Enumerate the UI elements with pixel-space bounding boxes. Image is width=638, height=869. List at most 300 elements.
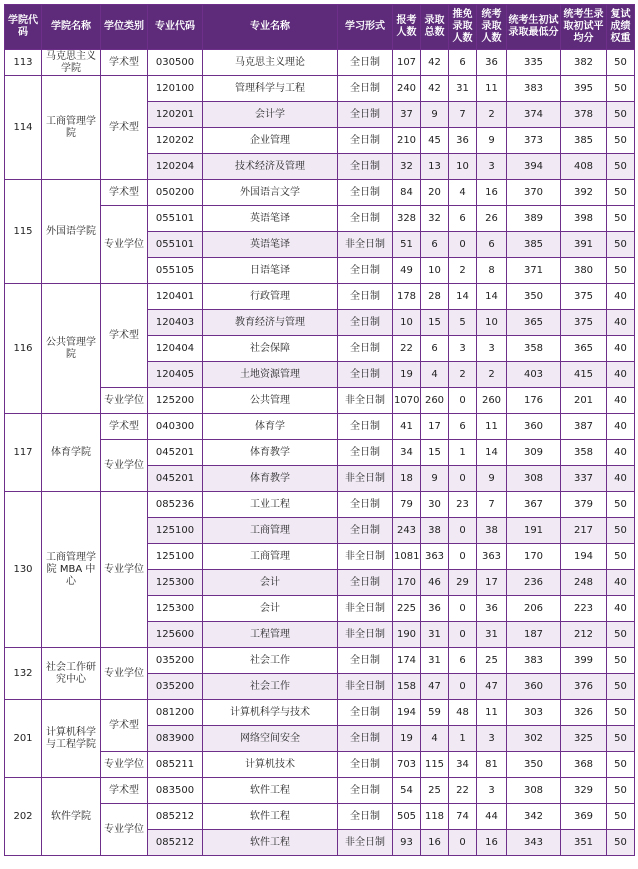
retest-weight: 40 [607, 596, 635, 622]
applicants-count: 240 [393, 76, 421, 102]
major-code: 040300 [148, 414, 203, 440]
major-name: 日语笔译 [203, 258, 338, 284]
exam-admitted: 260 [477, 388, 507, 414]
retest-weight: 40 [607, 336, 635, 362]
table-row [5, 50, 635, 76]
major-code: 055105 [148, 258, 203, 284]
major-code: 125300 [148, 570, 203, 596]
admitted-total: 28 [421, 284, 449, 310]
avg-score: 391 [561, 232, 607, 258]
avg-score: 194 [561, 544, 607, 570]
major-code: 120202 [148, 128, 203, 154]
header-cell: 学习形式 [338, 5, 393, 50]
retest-weight: 50 [607, 804, 635, 830]
exempt-admitted: 22 [449, 778, 477, 804]
exempt-admitted: 23 [449, 492, 477, 518]
applicants-count: 51 [393, 232, 421, 258]
exam-admitted: 81 [477, 752, 507, 778]
avg-score: 392 [561, 180, 607, 206]
study-mode: 全日制 [338, 570, 393, 596]
exam-admitted: 17 [477, 570, 507, 596]
retest-weight: 40 [607, 414, 635, 440]
retest-weight: 50 [607, 778, 635, 804]
major-name: 外国语言文学 [203, 180, 338, 206]
exam-admitted: 10 [477, 310, 507, 336]
exempt-admitted: 5 [449, 310, 477, 336]
major-name: 英语笔译 [203, 206, 338, 232]
exam-admitted: 9 [477, 128, 507, 154]
exam-admitted: 44 [477, 804, 507, 830]
major-code: 081200 [148, 700, 203, 726]
applicants-count: 174 [393, 648, 421, 674]
study-mode: 全日制 [338, 180, 393, 206]
retest-weight: 50 [607, 258, 635, 284]
applicants-count: 18 [393, 466, 421, 492]
table-row [5, 414, 635, 440]
exempt-admitted: 0 [449, 232, 477, 258]
avg-score: 248 [561, 570, 607, 596]
avg-score: 375 [561, 310, 607, 336]
retest-weight: 50 [607, 674, 635, 700]
study-mode: 非全日制 [338, 544, 393, 570]
applicants-count: 243 [393, 518, 421, 544]
college-code: 117 [5, 414, 42, 492]
admitted-total: 6 [421, 336, 449, 362]
retest-weight: 50 [607, 180, 635, 206]
applicants-count: 210 [393, 128, 421, 154]
study-mode: 全日制 [338, 414, 393, 440]
admitted-total: 32 [421, 206, 449, 232]
major-name: 工业工程 [203, 492, 338, 518]
admitted-total: 25 [421, 778, 449, 804]
header-cell: 统考生初试录取最低分 [507, 5, 561, 50]
avg-score: 326 [561, 700, 607, 726]
avg-score: 385 [561, 128, 607, 154]
exam-admitted: 26 [477, 206, 507, 232]
exam-admitted: 7 [477, 492, 507, 518]
major-code: 030500 [148, 50, 203, 76]
avg-score: 223 [561, 596, 607, 622]
exam-admitted: 363 [477, 544, 507, 570]
college-name: 公共管理学院 [42, 284, 101, 414]
exempt-admitted: 2 [449, 258, 477, 284]
study-mode: 非全日制 [338, 622, 393, 648]
major-code: 083500 [148, 778, 203, 804]
retest-weight: 40 [607, 570, 635, 596]
study-mode: 非全日制 [338, 232, 393, 258]
min-score: 371 [507, 258, 561, 284]
admitted-total: 118 [421, 804, 449, 830]
retest-weight: 50 [607, 232, 635, 258]
avg-score: 365 [561, 336, 607, 362]
major-code: 035200 [148, 674, 203, 700]
major-name: 企业管理 [203, 128, 338, 154]
major-name: 软件工程 [203, 804, 338, 830]
min-score: 394 [507, 154, 561, 180]
retest-weight: 40 [607, 284, 635, 310]
applicants-count: 22 [393, 336, 421, 362]
major-code: 120204 [148, 154, 203, 180]
major-name: 网络空间安全 [203, 726, 338, 752]
min-score: 360 [507, 414, 561, 440]
applicants-count: 37 [393, 102, 421, 128]
exam-admitted: 47 [477, 674, 507, 700]
exam-admitted: 3 [477, 726, 507, 752]
exempt-admitted: 36 [449, 128, 477, 154]
major-code: 050200 [148, 180, 203, 206]
exempt-admitted: 2 [449, 362, 477, 388]
table-row [5, 180, 635, 206]
degree-type: 学术型 [101, 180, 148, 206]
exam-admitted: 9 [477, 466, 507, 492]
avg-score: 382 [561, 50, 607, 76]
study-mode: 全日制 [338, 804, 393, 830]
min-score: 176 [507, 388, 561, 414]
major-name: 教育经济与管理 [203, 310, 338, 336]
major-name: 计算机科学与技术 [203, 700, 338, 726]
major-code: 125200 [148, 388, 203, 414]
exempt-admitted: 6 [449, 648, 477, 674]
retest-weight: 50 [607, 700, 635, 726]
exam-admitted: 3 [477, 154, 507, 180]
applicants-count: 1070 [393, 388, 421, 414]
retest-weight: 50 [607, 206, 635, 232]
college-code: 130 [5, 492, 42, 648]
college-name: 软件学院 [42, 778, 101, 856]
retest-weight: 50 [607, 518, 635, 544]
study-mode: 全日制 [338, 492, 393, 518]
min-score: 191 [507, 518, 561, 544]
major-code: 083900 [148, 726, 203, 752]
applicants-count: 170 [393, 570, 421, 596]
retest-weight: 50 [607, 154, 635, 180]
applicants-count: 32 [393, 154, 421, 180]
min-score: 383 [507, 648, 561, 674]
applicants-count: 158 [393, 674, 421, 700]
exempt-admitted: 0 [449, 830, 477, 856]
admitted-total: 13 [421, 154, 449, 180]
study-mode: 非全日制 [338, 830, 393, 856]
college-name: 体育学院 [42, 414, 101, 492]
exam-admitted: 6 [477, 232, 507, 258]
min-score: 343 [507, 830, 561, 856]
major-code: 055101 [148, 232, 203, 258]
avg-score: 378 [561, 102, 607, 128]
study-mode: 非全日制 [338, 388, 393, 414]
major-code: 085211 [148, 752, 203, 778]
study-mode: 全日制 [338, 284, 393, 310]
major-name: 会计 [203, 596, 338, 622]
min-score: 303 [507, 700, 561, 726]
exam-admitted: 36 [477, 50, 507, 76]
degree-type: 学术型 [101, 778, 148, 804]
admitted-total: 20 [421, 180, 449, 206]
admitted-total: 15 [421, 310, 449, 336]
applicants-count: 505 [393, 804, 421, 830]
degree-type: 学术型 [101, 76, 148, 180]
exam-admitted: 2 [477, 362, 507, 388]
min-score: 350 [507, 284, 561, 310]
degree-type: 专业学位 [101, 752, 148, 778]
avg-score: 368 [561, 752, 607, 778]
header-row [5, 5, 635, 50]
college-code: 116 [5, 284, 42, 414]
avg-score: 408 [561, 154, 607, 180]
study-mode: 非全日制 [338, 596, 393, 622]
exam-admitted: 25 [477, 648, 507, 674]
study-mode: 全日制 [338, 102, 393, 128]
applicants-count: 328 [393, 206, 421, 232]
admitted-total: 31 [421, 648, 449, 674]
study-mode: 全日制 [338, 700, 393, 726]
degree-type: 专业学位 [101, 206, 148, 284]
major-code: 085212 [148, 804, 203, 830]
header-cell: 学院名称 [42, 5, 101, 50]
header-cell: 学位类别 [101, 5, 148, 50]
major-name: 工商管理 [203, 544, 338, 570]
degree-type: 专业学位 [101, 648, 148, 700]
exempt-admitted: 0 [449, 544, 477, 570]
admitted-total: 31 [421, 622, 449, 648]
retest-weight: 50 [607, 648, 635, 674]
college-name: 工商管理学院 [42, 76, 101, 180]
header-cell: 报考人数 [393, 5, 421, 50]
study-mode: 全日制 [338, 726, 393, 752]
admitted-total: 59 [421, 700, 449, 726]
applicants-count: 107 [393, 50, 421, 76]
major-name: 会计学 [203, 102, 338, 128]
avg-score: 399 [561, 648, 607, 674]
major-name: 体育教学 [203, 466, 338, 492]
applicants-count: 41 [393, 414, 421, 440]
retest-weight: 50 [607, 76, 635, 102]
exempt-admitted: 0 [449, 388, 477, 414]
exempt-admitted: 1 [449, 440, 477, 466]
min-score: 187 [507, 622, 561, 648]
college-code: 201 [5, 700, 42, 778]
min-score: 360 [507, 674, 561, 700]
min-score: 367 [507, 492, 561, 518]
retest-weight: 50 [607, 830, 635, 856]
major-name: 社会工作 [203, 648, 338, 674]
retest-weight: 40 [607, 466, 635, 492]
major-code: 045201 [148, 466, 203, 492]
admitted-total: 42 [421, 50, 449, 76]
admitted-total: 36 [421, 596, 449, 622]
exempt-admitted: 6 [449, 50, 477, 76]
major-code: 045201 [148, 440, 203, 466]
exempt-admitted: 34 [449, 752, 477, 778]
min-score: 308 [507, 778, 561, 804]
applicants-count: 19 [393, 726, 421, 752]
exam-admitted: 2 [477, 102, 507, 128]
table-row [5, 700, 635, 726]
applicants-count: 34 [393, 440, 421, 466]
min-score: 373 [507, 128, 561, 154]
exam-admitted: 11 [477, 414, 507, 440]
college-name: 计算机科学与工程学院 [42, 700, 101, 778]
exempt-admitted: 1 [449, 726, 477, 752]
admitted-total: 260 [421, 388, 449, 414]
min-score: 350 [507, 752, 561, 778]
exempt-admitted: 0 [449, 466, 477, 492]
major-code: 085236 [148, 492, 203, 518]
college-name: 工商管理学院 MBA 中心 [42, 492, 101, 648]
applicants-count: 194 [393, 700, 421, 726]
exempt-admitted: 0 [449, 622, 477, 648]
avg-score: 375 [561, 284, 607, 310]
major-code: 120401 [148, 284, 203, 310]
min-score: 383 [507, 76, 561, 102]
major-name: 会计 [203, 570, 338, 596]
avg-score: 379 [561, 492, 607, 518]
exam-admitted: 38 [477, 518, 507, 544]
exam-admitted: 31 [477, 622, 507, 648]
avg-score: 398 [561, 206, 607, 232]
major-code: 120403 [148, 310, 203, 336]
college-name: 外国语学院 [42, 180, 101, 284]
applicants-count: 225 [393, 596, 421, 622]
avg-score: 329 [561, 778, 607, 804]
retest-weight: 50 [607, 128, 635, 154]
avg-score: 358 [561, 440, 607, 466]
retest-weight: 50 [607, 102, 635, 128]
major-name: 马克思主义理论 [203, 50, 338, 76]
exam-admitted: 36 [477, 596, 507, 622]
applicants-count: 54 [393, 778, 421, 804]
exempt-admitted: 0 [449, 674, 477, 700]
major-code: 055101 [148, 206, 203, 232]
min-score: 365 [507, 310, 561, 336]
avg-score: 415 [561, 362, 607, 388]
college-code: 202 [5, 778, 42, 856]
min-score: 309 [507, 440, 561, 466]
major-code: 120405 [148, 362, 203, 388]
min-score: 206 [507, 596, 561, 622]
degree-type: 学术型 [101, 414, 148, 440]
major-name: 社会工作 [203, 674, 338, 700]
admitted-total: 47 [421, 674, 449, 700]
admitted-total: 363 [421, 544, 449, 570]
college-code: 132 [5, 648, 42, 700]
avg-score: 337 [561, 466, 607, 492]
exam-admitted: 14 [477, 284, 507, 310]
college-code: 115 [5, 180, 42, 284]
study-mode: 非全日制 [338, 466, 393, 492]
study-mode: 全日制 [338, 752, 393, 778]
admitted-total: 17 [421, 414, 449, 440]
applicants-count: 49 [393, 258, 421, 284]
study-mode: 全日制 [338, 206, 393, 232]
major-code: 125300 [148, 596, 203, 622]
study-mode: 全日制 [338, 440, 393, 466]
applicants-count: 79 [393, 492, 421, 518]
min-score: 358 [507, 336, 561, 362]
major-name: 公共管理 [203, 388, 338, 414]
exempt-admitted: 29 [449, 570, 477, 596]
major-name: 工商管理 [203, 518, 338, 544]
major-name: 土地资源管理 [203, 362, 338, 388]
retest-weight: 50 [607, 622, 635, 648]
admitted-total: 45 [421, 128, 449, 154]
admitted-total: 42 [421, 76, 449, 102]
avg-score: 395 [561, 76, 607, 102]
study-mode: 全日制 [338, 336, 393, 362]
degree-type: 学术型 [101, 284, 148, 388]
applicants-count: 19 [393, 362, 421, 388]
table-row [5, 648, 635, 674]
admitted-total: 38 [421, 518, 449, 544]
admitted-total: 9 [421, 102, 449, 128]
min-score: 170 [507, 544, 561, 570]
major-name: 社会保障 [203, 336, 338, 362]
study-mode: 全日制 [338, 154, 393, 180]
degree-type: 学术型 [101, 700, 148, 752]
retest-weight: 40 [607, 388, 635, 414]
college-name: 社会工作研究中心 [42, 648, 101, 700]
exam-admitted: 16 [477, 180, 507, 206]
avg-score: 325 [561, 726, 607, 752]
exempt-admitted: 0 [449, 518, 477, 544]
exam-admitted: 11 [477, 700, 507, 726]
exam-admitted: 11 [477, 76, 507, 102]
min-score: 374 [507, 102, 561, 128]
min-score: 403 [507, 362, 561, 388]
header-cell: 统考生录取初试平均分 [561, 5, 607, 50]
major-code: 125600 [148, 622, 203, 648]
min-score: 308 [507, 466, 561, 492]
min-score: 302 [507, 726, 561, 752]
degree-type: 学术型 [101, 50, 148, 76]
avg-score: 201 [561, 388, 607, 414]
min-score: 370 [507, 180, 561, 206]
exam-admitted: 3 [477, 778, 507, 804]
study-mode: 全日制 [338, 258, 393, 284]
avg-score: 351 [561, 830, 607, 856]
major-code: 085212 [148, 830, 203, 856]
exempt-admitted: 31 [449, 76, 477, 102]
major-code: 035200 [148, 648, 203, 674]
exempt-admitted: 10 [449, 154, 477, 180]
retest-weight: 50 [607, 50, 635, 76]
exam-admitted: 16 [477, 830, 507, 856]
applicants-count: 190 [393, 622, 421, 648]
exempt-admitted: 74 [449, 804, 477, 830]
retest-weight: 50 [607, 752, 635, 778]
retest-weight: 40 [607, 362, 635, 388]
major-name: 工程管理 [203, 622, 338, 648]
exempt-admitted: 6 [449, 206, 477, 232]
major-code: 125100 [148, 518, 203, 544]
table-row [5, 778, 635, 804]
exempt-admitted: 14 [449, 284, 477, 310]
exam-admitted: 14 [477, 440, 507, 466]
study-mode: 全日制 [338, 310, 393, 336]
retest-weight: 50 [607, 726, 635, 752]
major-code: 120201 [148, 102, 203, 128]
admitted-total: 6 [421, 232, 449, 258]
admitted-total: 15 [421, 440, 449, 466]
major-name: 管理科学与工程 [203, 76, 338, 102]
min-score: 342 [507, 804, 561, 830]
header-cell: 复试成绩权重 [607, 5, 635, 50]
header-cell: 专业代码 [148, 5, 203, 50]
major-code: 125100 [148, 544, 203, 570]
admissions-table-wrapper [4, 4, 635, 856]
study-mode: 全日制 [338, 50, 393, 76]
table-row [5, 492, 635, 518]
exam-admitted: 8 [477, 258, 507, 284]
